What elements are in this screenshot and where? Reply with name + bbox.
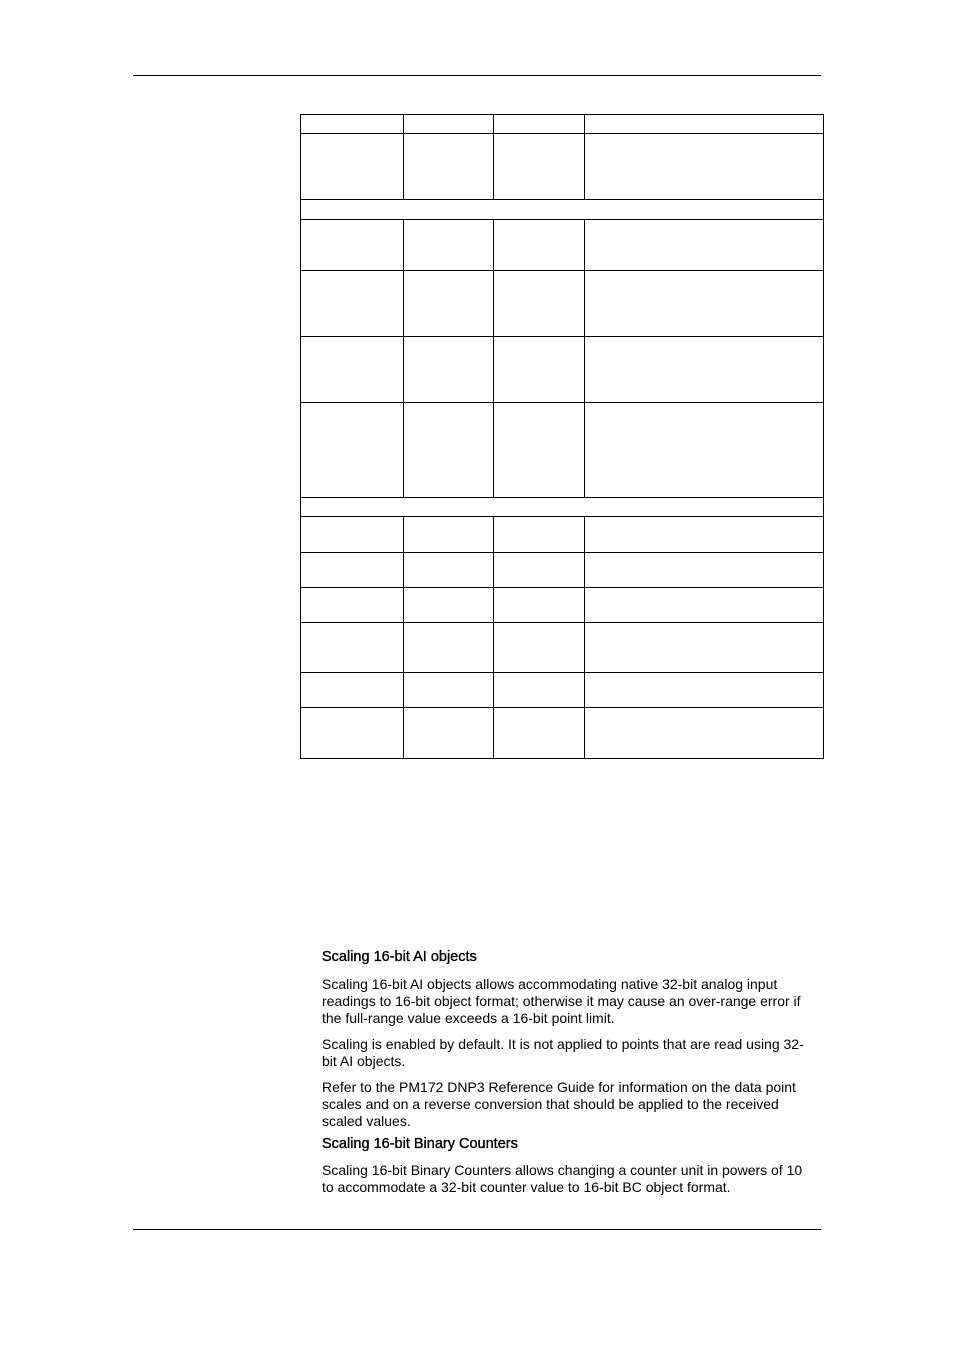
ai-scaling-section [322, 949, 817, 1130]
table-row [301, 673, 824, 708]
body-paragraph: Refer to the PM172 DNP3 Reference Guide for information on the data point scales and on a reverse conversion that should be applied to the received scaled values. [322, 1079, 796, 1129]
body-paragraph: Scaling 16-bit AI objects allows accommodating native 32-bit analog input readings to 16-bit object format; otherwise it may cause an over-range error if the full-range value exceeds a 16-bit point limit. [322, 976, 801, 1026]
body-paragraph: Scaling is enabled by default. It is not applied to points that are read using 32-bit AI objects. [322, 1036, 804, 1069]
bc-scaling-section [322, 1136, 817, 1196]
body-paragraph: Scaling 16-bit Binary Counters allows changing a counter unit in powers of 10 to accommodate a 32-bit counter value to 16-bit BC object format. [322, 1162, 803, 1195]
section-heading: Scaling 16-bit Binary Counters [322, 1136, 518, 1152]
table-row [301, 134, 824, 200]
table-row [301, 588, 824, 623]
table-row [301, 337, 824, 403]
section-heading: Scaling 16-bit AI objects [322, 949, 477, 965]
settings-table [300, 114, 824, 759]
table-row [301, 708, 824, 759]
table-header-row [301, 115, 824, 134]
table-row [301, 623, 824, 673]
table-row [301, 403, 824, 498]
table-row [301, 271, 824, 337]
header-rule [133, 75, 821, 76]
table-row [301, 517, 824, 553]
footer-rule [133, 1229, 821, 1230]
table-row [301, 220, 824, 271]
table-section-row [301, 200, 824, 220]
table-section-row [301, 498, 824, 517]
table-row [301, 553, 824, 588]
